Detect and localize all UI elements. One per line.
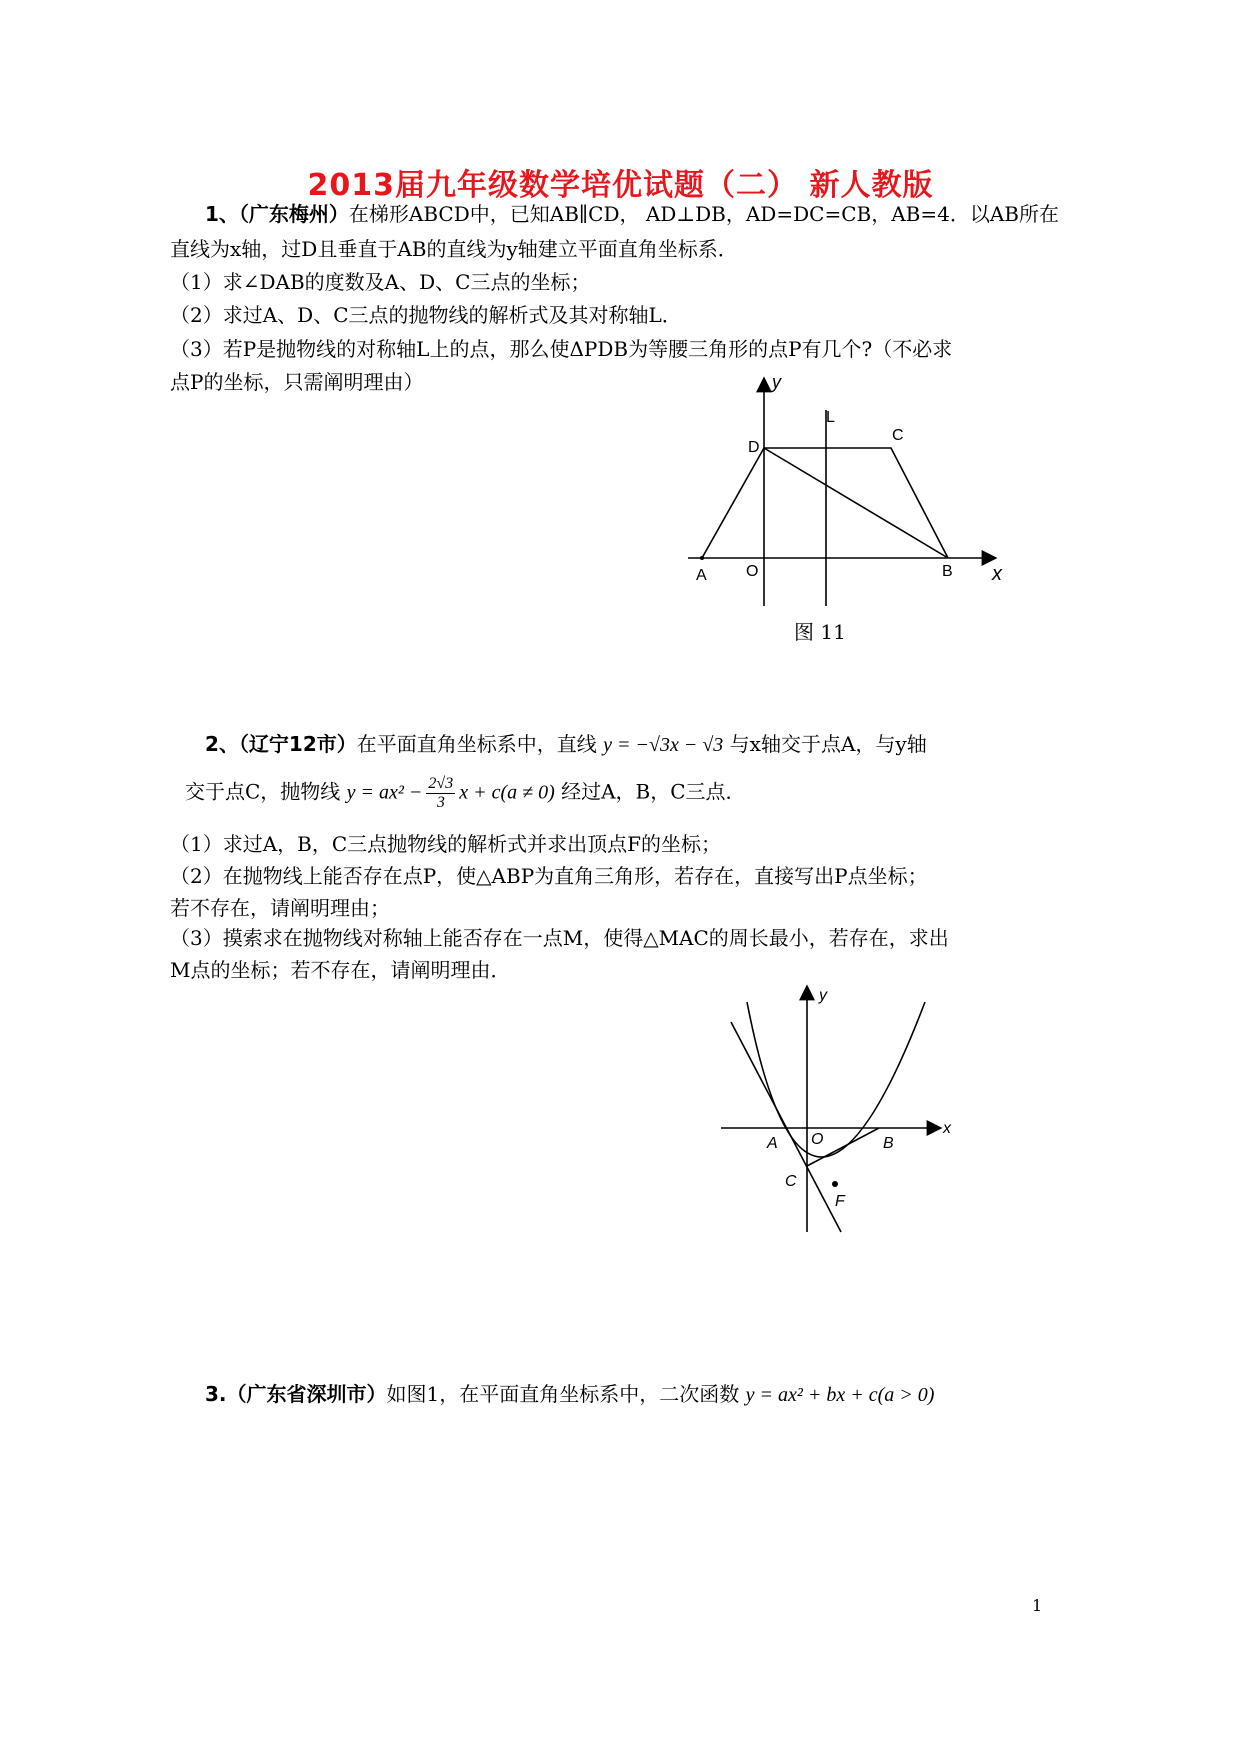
figure-11-trapezoid bbox=[680, 370, 1020, 610]
q1-lead: 1、（广东梅州） bbox=[205, 202, 349, 226]
q1-label-B: B bbox=[942, 563, 953, 580]
figure-parabola bbox=[715, 980, 965, 1235]
q2-line2-a: 交于点C，抛物线 bbox=[185, 779, 341, 804]
q2-label-O: O bbox=[811, 1131, 824, 1148]
q1-label-A: A bbox=[696, 567, 707, 584]
q2-line1-a: 在平面直角坐标系中，直线 bbox=[356, 732, 597, 756]
q2-parabola bbox=[747, 1002, 925, 1157]
q2-fraction-denominator: 3 bbox=[436, 793, 445, 811]
q1-sub2: （2）求过A、D、C三点的抛物线的解析式及其对称轴L． bbox=[170, 303, 682, 327]
q1-label-C: C bbox=[892, 427, 904, 444]
q2-parabola-eq-b: x + c(a ≠ 0) bbox=[459, 781, 555, 804]
page-title: 2013届九年级数学培优试题（二） 新人教版 bbox=[307, 168, 934, 203]
q2-sub3b: M点的坐标；若不存在，请阐明理由． bbox=[170, 958, 511, 982]
q2-sub2b: 若不存在，请阐明理由； bbox=[170, 896, 390, 920]
q2-line1-equation: y = −√3x − √3 bbox=[603, 734, 724, 756]
q3-line1 bbox=[205, 1382, 934, 1407]
q2-sub3a: （3）摸索求在抛物线对称轴上能否存在一点M，使得△MAC的周长最小，若存在，求出 bbox=[170, 926, 949, 950]
q1-line1 bbox=[205, 202, 1059, 226]
page-number: 1 bbox=[1032, 1596, 1043, 1615]
q2-vertex-F bbox=[832, 1181, 838, 1187]
q2-line2 bbox=[185, 775, 746, 811]
q2-line1-b: 与x轴交于点A，与y轴 bbox=[729, 732, 927, 756]
q1-sub3a: （3）若P是抛物线的对称轴L上的点，那么使ΔPDB为等腰三角形的点P有几个?（不必求 bbox=[170, 337, 953, 361]
q3-lead: 3.（广东省深圳市） bbox=[205, 1382, 387, 1406]
q2-parabola-eq-a: y = ax² − bbox=[346, 781, 423, 804]
q2-sub1: （1）求过A，B，C三点抛物线的解析式并求出顶点F的坐标； bbox=[170, 832, 722, 856]
q2-lead: 2、（辽宁12市） bbox=[205, 732, 357, 756]
q2-label-x: x bbox=[943, 1120, 951, 1137]
q1-sub3b: 点P的坐标，只需阐明理由） bbox=[170, 370, 424, 394]
q3-equation: y = ax² + bx + c(a > 0) bbox=[745, 1384, 935, 1406]
q2-label-A: A bbox=[767, 1135, 778, 1152]
q3-text: 如图1，在平面直角坐标系中，二次函数 bbox=[386, 1382, 740, 1406]
q1-label-D: D bbox=[748, 439, 760, 456]
q1-label-O: O bbox=[746, 563, 759, 580]
q2-label-y: y bbox=[819, 987, 827, 1004]
q1-line1-text: 在梯形ABCD中，已知AB∥CD， AD⊥DB，AD=DC=CB，AB=4．以AB所在 bbox=[348, 202, 1059, 226]
q1-label-x: x bbox=[992, 563, 1002, 585]
q1-trapezoid bbox=[702, 448, 948, 558]
q1-label-y: y bbox=[772, 372, 781, 392]
q2-line-AC bbox=[731, 1022, 841, 1232]
q1-line2: 直线为x轴，过D且垂直于AB的直线为y轴建立平面直角坐标系． bbox=[170, 237, 738, 261]
q2-sub2a: （2）在抛物线上能否存在点P，使△ABP为直角三角形，若存在，直接写出P点坐标； bbox=[170, 864, 928, 888]
q2-label-F: F bbox=[835, 1193, 845, 1210]
q2-fraction bbox=[426, 775, 455, 811]
q2-line2-b: 经过A，B，C三点． bbox=[561, 779, 746, 804]
q2-label-C: C bbox=[785, 1173, 797, 1190]
q2-fraction-numerator: 2√3 bbox=[428, 775, 454, 792]
q1-sub1: （1）求∠DAB的度数及A、D、C三点的坐标； bbox=[170, 270, 591, 294]
figure-11-caption: 图 11 bbox=[794, 620, 846, 644]
q1-label-L: L bbox=[826, 409, 835, 426]
q2-line1 bbox=[205, 732, 927, 757]
q2-label-B: B bbox=[883, 1135, 894, 1152]
